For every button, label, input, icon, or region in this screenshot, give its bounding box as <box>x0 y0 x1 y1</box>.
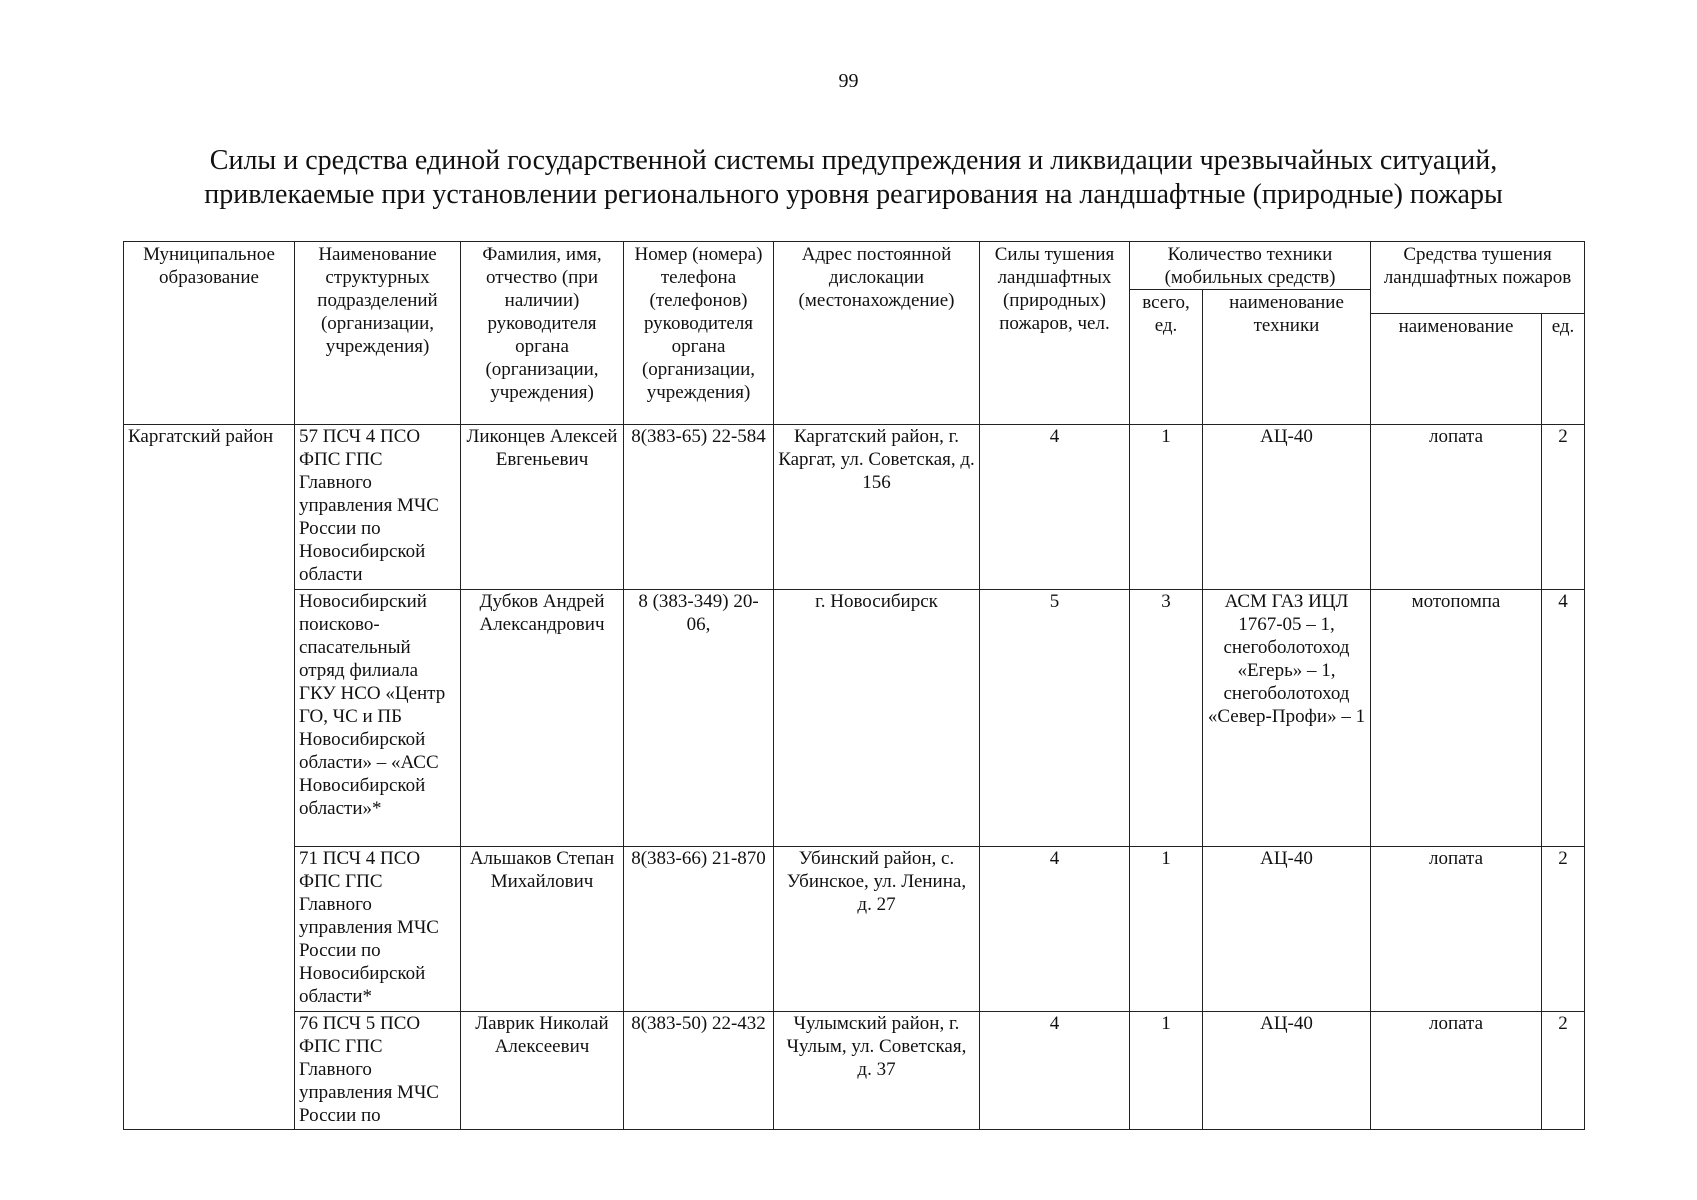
unit-cell: 76 ПСЧ 5 ПСО ФПС ГПС Главного управления МЧС России по <box>295 1012 461 1130</box>
forces-cell: 4 <box>980 847 1130 1012</box>
unit-cell: 57 ПСЧ 4 ПСО ФПС ГПС Главного управления МЧС России по Новосибирской области <box>295 425 461 590</box>
header-equipment-name: наименование техники <box>1203 290 1371 425</box>
head-cell: Альшаков Степан Михайлович <box>461 847 624 1012</box>
equipment-total-cell: 1 <box>1130 425 1203 590</box>
head-cell: Лаврик Николай Алексеевич <box>461 1012 624 1130</box>
forces-cell: 5 <box>980 590 1130 847</box>
header-unit: Наименование структурных подразделений (организации, учреждения) <box>295 242 461 425</box>
phone-cell: 8(383-50) 22-432 <box>624 1012 774 1130</box>
means-units-cell: 2 <box>1542 425 1585 590</box>
table-row <box>124 425 1585 590</box>
head-cell: Дубков Андрей Александрович <box>461 590 624 847</box>
means-units-cell: 2 <box>1542 1012 1585 1130</box>
title-line-2: привлекаемые при установлении регионального уровня реагирования на ландшафтные (природные) пожары <box>204 179 1503 210</box>
address-cell: г. Новосибирск <box>774 590 980 847</box>
header-means: Средства тушения ландшафтных пожаров <box>1371 242 1585 314</box>
header-address: Адрес постоянной дислокации (местонахождение) <box>774 242 980 425</box>
header-phone: Номер (номера) телефона (телефонов) руководителя органа (организации, учреждения) <box>624 242 774 425</box>
document-title <box>120 144 1587 212</box>
header-means-name: наименование <box>1371 314 1542 425</box>
forces-table <box>123 241 1585 1130</box>
equipment-name-cell: АЦ-40 <box>1203 847 1371 1012</box>
means-name-cell: лопата <box>1371 425 1542 590</box>
phone-cell: 8(383-65) 22-584 <box>624 425 774 590</box>
address-cell: Убинский район, с. Убинское, ул. Ленина, д. 27 <box>774 847 980 1012</box>
table-row <box>124 847 1585 1012</box>
address-cell: Каргатский район, г. Каргат, ул. Советская, д. 156 <box>774 425 980 590</box>
means-name-cell: мотопомпа <box>1371 590 1542 847</box>
phone-cell: 8 (383-349) 20-06, <box>624 590 774 847</box>
means-units-cell: 2 <box>1542 847 1585 1012</box>
title-line-1: Силы и средства единой государственной системы предупреждения и ликвидации чрезвычайных ситуаций, <box>209 145 1498 176</box>
equipment-total-cell: 3 <box>1130 590 1203 847</box>
means-name-cell: лопата <box>1371 1012 1542 1130</box>
forces-cell: 4 <box>980 425 1130 590</box>
equipment-name-cell: АСМ ГАЗ ИЦЛ 1767-05 – 1, снегоболотоход «Егерь» – 1, снегоболотоход «Север-Профи» – 1 <box>1203 590 1371 847</box>
equipment-total-cell: 1 <box>1130 847 1203 1012</box>
table-row <box>124 1012 1585 1130</box>
header-forces: Силы тушения ландшафтных (природных) пожаров, чел. <box>980 242 1130 425</box>
table-row <box>124 590 1585 847</box>
header-equipment: Количество техники (мобильных средств) <box>1130 242 1371 290</box>
page-number: 99 <box>838 70 859 92</box>
means-name-cell: лопата <box>1371 847 1542 1012</box>
equipment-name-cell: АЦ-40 <box>1203 425 1371 590</box>
forces-cell: 4 <box>980 1012 1130 1130</box>
address-cell: Чулымский район, г. Чулым, ул. Советская, д. 37 <box>774 1012 980 1130</box>
municipality-cell: Каргатский район <box>124 425 295 1130</box>
equipment-total-cell: 1 <box>1130 1012 1203 1130</box>
means-units-cell: 4 <box>1542 590 1585 847</box>
unit-cell: 71 ПСЧ 4 ПСО ФПС ГПС Главного управления МЧС России по Новосибирской области* <box>295 847 461 1012</box>
header-head: Фамилия, имя, отчество (при наличии) руководителя органа (организации, учреждения) <box>461 242 624 425</box>
phone-cell: 8(383-66) 21-870 <box>624 847 774 1012</box>
header-municipality: Муниципальное образование <box>124 242 295 425</box>
unit-cell: Новосибирский поисково-спасательный отряд филиала ГКУ НСО «Центр ГО, ЧС и ПБ Новосибирской области» – «АСС Новосибирской области»* <box>295 590 461 847</box>
equipment-name-cell: АЦ-40 <box>1203 1012 1371 1130</box>
header-equipment-total: всего, ед. <box>1130 290 1203 425</box>
header-means-units: ед. <box>1542 314 1585 425</box>
head-cell: Ликонцев Алексей Евгеньевич <box>461 425 624 590</box>
